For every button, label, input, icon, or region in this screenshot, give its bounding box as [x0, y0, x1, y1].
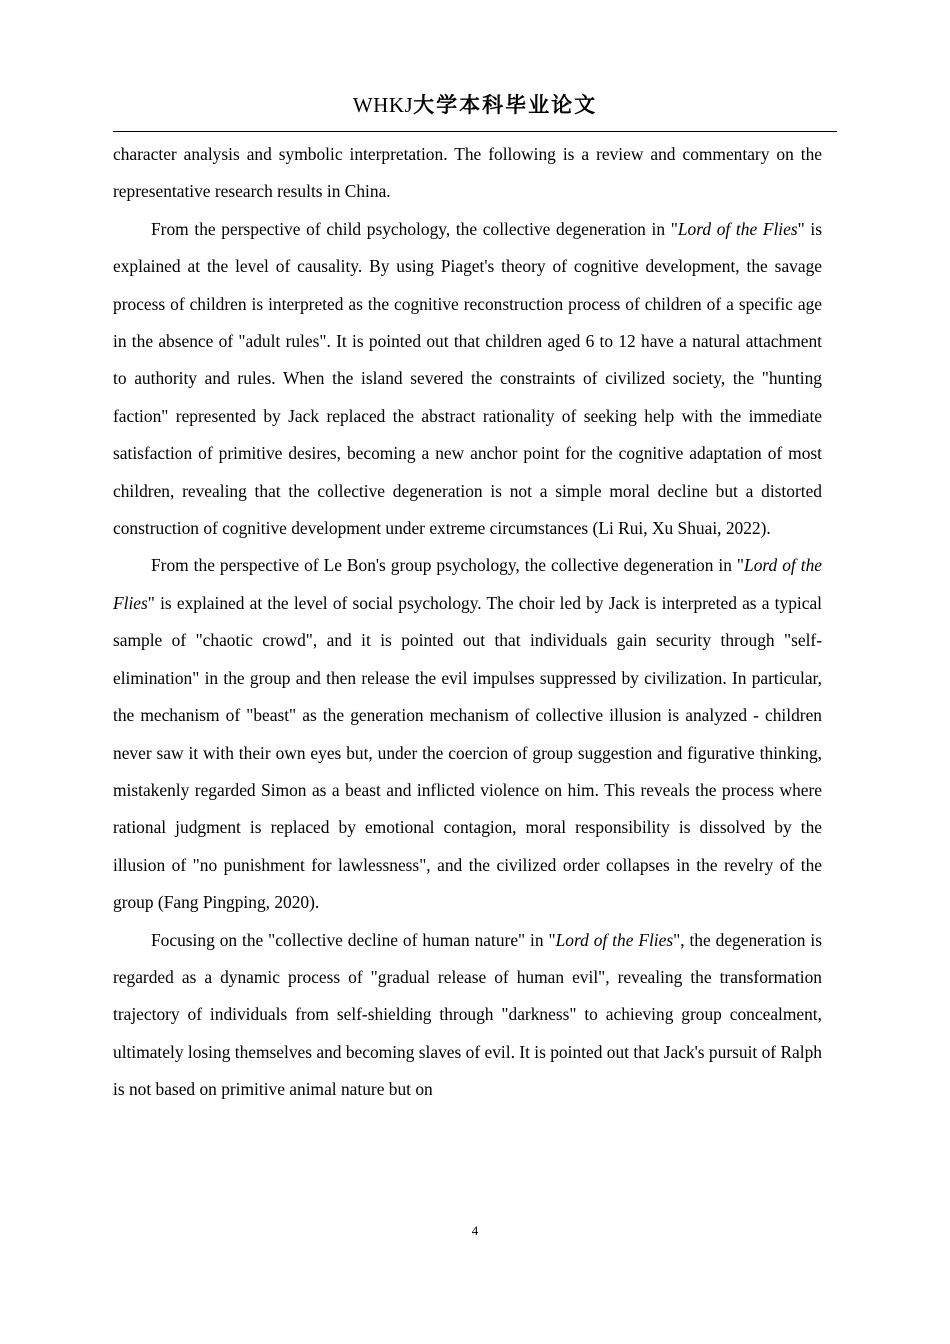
text-run: character analysis and symbolic interpretation. The following is a review and commentary on the representative research results in China.	[113, 144, 822, 202]
italic-title: Lord of the Flies	[113, 555, 822, 613]
text-run: Focusing on the "collective decline of human nature" in "	[151, 929, 556, 950]
header-rule	[113, 131, 837, 132]
italic-title: Lord of the Flies	[555, 929, 674, 950]
text-run: From the perspective of child psychology, the collective degeneration in "	[151, 218, 678, 239]
page-number: 4	[471, 1223, 479, 1238]
header-latin: WHKJ	[352, 93, 414, 117]
body-paragraph	[113, 547, 822, 921]
text-run: From the perspective of Le Bon's group psychology, the collective degeneration in "	[151, 555, 745, 576]
body-paragraph	[113, 922, 822, 1109]
running-header	[113, 90, 837, 120]
italic-title: Lord of the Flies	[677, 218, 798, 239]
body-paragraph	[113, 136, 822, 211]
header-chinese-title: 大学本科毕业论文	[413, 93, 598, 117]
text-run: " is explained at the level of causality. By using Piaget's theory of cognitive development, the savage process of children is interpreted as the cognitive reconstruction process of children of a specific age in the absence of "adult rules". It is pointed out that children aged 6 to 12 have a natural attachment to authority and rules. When the island severed the constraints of civilized society, the "hunting faction" represented by Jack replaced the abstract rationality of seeking help with the immediate satisfaction of primitive desires, becoming a new anchor point for the cognitive adaptation of most children, revealing that the collective degeneration is not a simple moral decline but a distorted construction of cognitive development under extreme circumstances (Li Rui, Xu Shuai, 2022).	[113, 218, 823, 539]
body-paragraph	[113, 211, 822, 548]
text-run: ", the degeneration is regarded as a dynamic process of "gradual release of human evil", revealing the transformation trajectory of individuals from self-shielding through "darkness" to achieving group concealment, ultimately losing themselves and becoming slaves of evil. It is pointed out that Jack's pursuit of Ralph is not based on primitive animal nature but on	[113, 929, 822, 1100]
text-run: " is explained at the level of social psychology. The choir led by Jack is interpreted as a typical sample of "chaotic crowd", and it is pointed out that individuals gain security through "self-elimination" in the group and then release the evil impulses suppressed by civilization. In particular, the mechanism of "beast" as the generation mechanism of collective illusion is analyzed - children never saw it with their own eyes but, under the coercion of group suggestion and figurative thinking, mistakenly regarded Simon as a beast and inflicted violence on him. This reveals the process where rational judgment is replaced by emotional contagion, moral responsibility is dissolved by the illusion of "no punishment for lawlessness", and the civilized order collapses in the revelry of the group (Fang Pingping, 2020).	[113, 592, 822, 913]
body-text	[113, 136, 822, 1109]
